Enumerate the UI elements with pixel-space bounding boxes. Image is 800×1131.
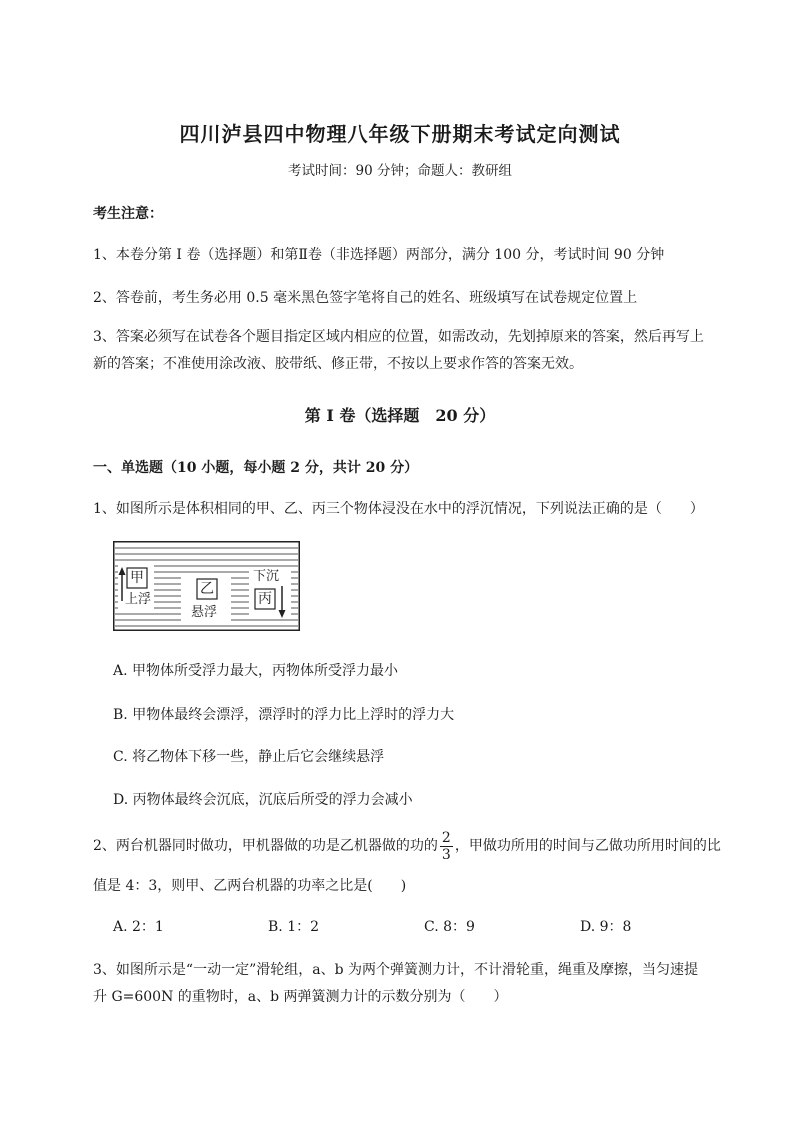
buoyancy-figure — [113, 541, 300, 631]
section-title: 第 I 卷（选择题 20 分） — [304, 406, 496, 425]
object-jia-label: 甲 — [130, 570, 144, 586]
q2-stem-part-2: ，甲做功所用的时间与乙做功所用时间的比 — [454, 838, 721, 854]
q2-stem-part-1: 2、两台机器同时做功，甲机器做的功是乙机器做的功的 — [93, 838, 438, 854]
rising-label: 上浮 — [125, 592, 152, 607]
fraction-denominator: 3 — [441, 846, 451, 863]
q2-option-a[interactable]: A. 2：1 — [113, 919, 164, 935]
q2-option-d[interactable]: D. 9：8 — [580, 919, 632, 935]
q1-stem: 1、如图所示是体积相同的甲、乙、丙三个物体浸没在水中的浮沉情况，下列说法正确的是（ ） — [93, 501, 704, 517]
notice-item-1: 1、本卷分第 I 卷（选择题）和第Ⅱ卷（非选择题）两部分，满分 100 分，考试时间 90 分钟 — [93, 247, 665, 263]
q3-stem-line-2: 升 G=600N 的重物时，a、b 两弹簧测力计的示数分别为（ ） — [93, 989, 508, 1005]
part-heading: 一、单选题（10 小题，每小题 2 分，共计 20 分） — [93, 460, 419, 476]
object-yi-label: 乙 — [200, 581, 214, 597]
notice-heading: 考生注意： — [93, 206, 163, 222]
q3-stem-line-1: 3、如图所示是“一动一定”滑轮组，a、b 为两个弹簧测力计，不计滑轮重，绳重及摩擦，当匀速提 — [93, 962, 698, 978]
q1-option-d[interactable]: D. 丙物体最终会沉底，沉底后所受的浮力会减小 — [113, 792, 413, 808]
page-title: 四川泸县四中物理八年级下册期末考试定向测试 — [179, 122, 621, 146]
q1-option-b[interactable]: B. 甲物体最终会漂浮，漂浮时的浮力比上浮时的浮力大 — [113, 707, 455, 723]
q1-option-c[interactable]: C. 将乙物体下移一些，静止后它会继续悬浮 — [113, 749, 385, 765]
fraction-numerator: 2 — [441, 829, 451, 846]
q1-option-a[interactable]: A. 甲物体所受浮力最大，丙物体所受浮力最小 — [113, 663, 399, 679]
suspended-label: 悬浮 — [191, 605, 218, 620]
fraction-two-thirds — [440, 830, 453, 863]
notice-item-3: 3、答案必须写在试卷各个题目指定区域内相应的位置，如需改动，先划掉原来的答案，然后再写上新的答案；不准使用涂改液、胶带纸、修正带，不按以上要求作答的答案无效。 — [93, 329, 704, 372]
exam-info: 考试时间：90 分钟；命题人：教研组 — [288, 163, 512, 179]
q2-stem-line-2: 值是 4：3，则甲、乙两台机器的功率之比是( ) — [93, 878, 407, 894]
q2-option-b[interactable]: B. 1：2 — [268, 919, 320, 935]
sinking-label: 下沉 — [253, 569, 280, 584]
object-bing-label: 丙 — [258, 591, 272, 607]
notice-item-2: 2、答卷前，考生务必用 0.5 毫米黑色签字笔将自己的姓名、班级填写在试卷规定位置上 — [93, 290, 638, 306]
q2-option-c[interactable]: C. 8：9 — [424, 919, 475, 935]
q2-stem — [93, 829, 721, 863]
